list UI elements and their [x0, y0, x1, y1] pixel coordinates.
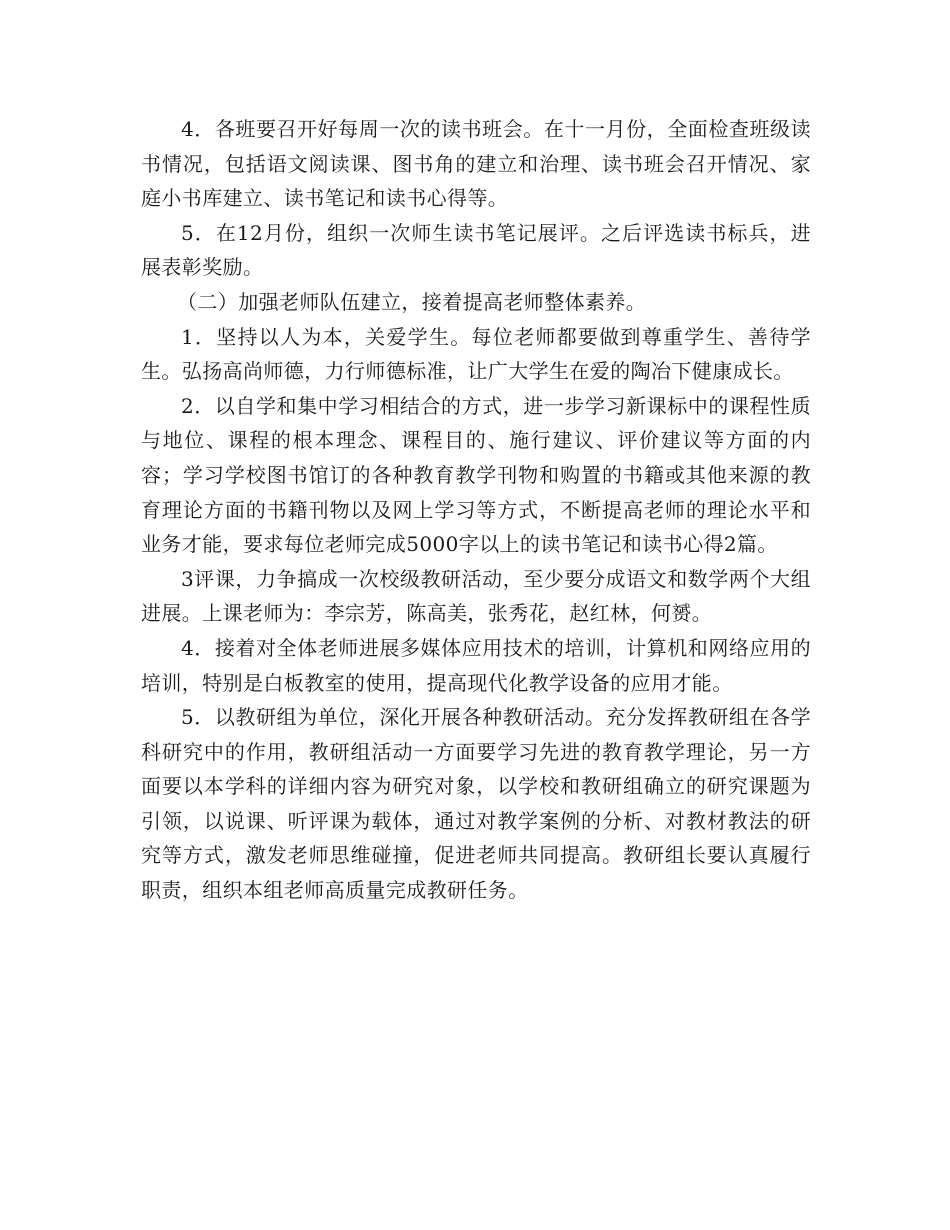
- section-heading-teacher-team: （二）加强老师队伍建立，接着提高老师整体素养。: [177, 289, 647, 314]
- paragraph-item-5-teaching-research: 5．以教研组为单位，深化开展各种教研活动。充分发挥教研组在各学科研究中的作用，教研组活动一方面要学习先进的教育教学理论，另一方面要以本学科的详细内容为研究对象，以学校和教研组确立的研究课题为引领，以说课、听评课为载体，通过对教学案例的分析、对教材教法的研究等方式，激发老师思维碰撞，促进老师共同提高。教研组长要认真履行职责，组织本组老师高质量完成教研任务。: [141, 705, 811, 903]
- paragraph-item-1-care-for-students: 1．坚持以人为本，关爱学生。每位老师都要做到尊重学生、善待学生。弘扬高尚师德，力行师德标准，让广大学生在爱的陶冶下健康成长。: [141, 324, 811, 384]
- paragraph-item-4-reading-class-meeting: 4．各班要召开好每周一次的读书班会。在十一月份，全面检查班级读书情况，包括语文阅读课、图书角的建立和治理、读书班会召开情况、家庭小书库建立、读书笔记和读书心得等。: [141, 117, 811, 211]
- paragraph-item-4-multimedia-training: 4．接着对全体老师进展多媒体应用技术的培训，计算机和网络应用的培训，特别是白板教室的使用，提高现代化教学设备的应用才能。: [141, 635, 811, 695]
- paragraph-item-2-study-methods: 2．以自学和集中学习相结合的方式，进一步学习新课标中的课程性质与地位、课程的根本理念、课程目的、施行建议、评价建议等方面的内容；学习学校图书馆订的各种教育教学刊物和购置的书籍或其他来源的教育理论方面的书籍刊物以及网上学习等方式，不断提高老师的理论水平和业务才能，要求每位老师完成5000字以上的读书笔记和读书心得2篇。: [141, 393, 811, 557]
- paragraph-item-3-lesson-evaluation: 3评课，力争搞成一次校级教研活动，至少要分成语文和数学两个大组进展。上课老师为：李宗芳，陈高美，张秀花，赵红林，何赟。: [141, 566, 811, 626]
- paragraph-item-5-reading-notes-exhibition: 5．在12月份，组织一次师生读书笔记展评。之后评选读书标兵，进展表彰奖励。: [141, 220, 811, 280]
- document-body: [141, 112, 811, 908]
